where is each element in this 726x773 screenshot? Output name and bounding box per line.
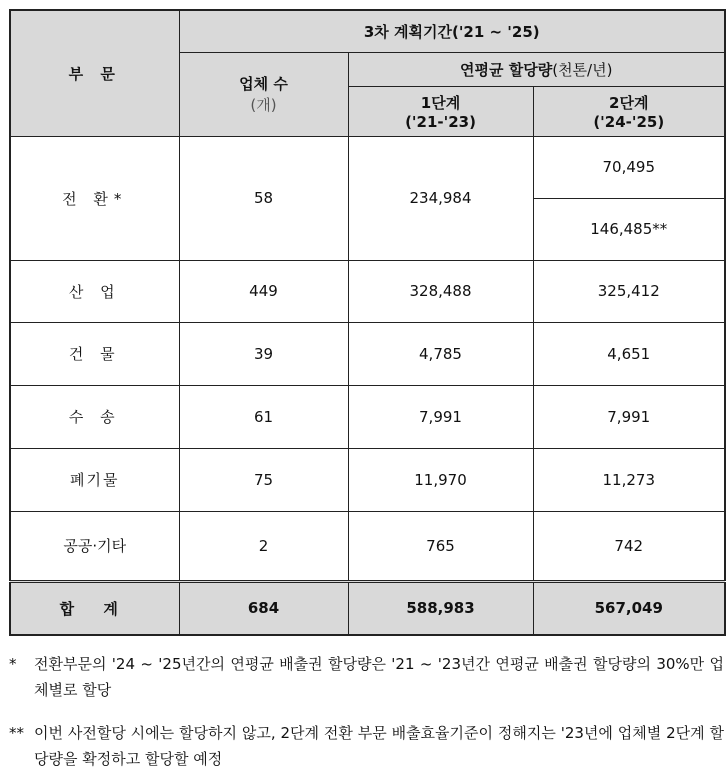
footnote-text: 전환부문의 '24 ~ '25년간의 연평균 배출권 할당량은 '21 ~ '23년간 연평균 배출권 할당량의 30%만 업체별로 할당: [34, 655, 724, 699]
row-sector: 공공·기타: [10, 511, 179, 581]
row-phase2: 742: [533, 511, 725, 581]
row-phase1: 4,785: [348, 322, 533, 385]
row-companies: 61: [179, 385, 348, 448]
row-phase2: 4,651: [533, 322, 725, 385]
row-sector: 전 환*: [10, 136, 179, 260]
total-companies: 684: [179, 581, 348, 635]
row-sector: 폐기물: [10, 448, 179, 511]
row-phase1: 328,488: [348, 260, 533, 322]
row-sector: 건 물: [10, 322, 179, 385]
row-phase1: 234,984: [348, 136, 533, 260]
header-annual-alloc: 연평균 할당량(천톤/년): [348, 52, 725, 86]
row-phase2: 325,412: [533, 260, 725, 322]
row-companies: 39: [179, 322, 348, 385]
footnote-mark: **: [9, 724, 24, 742]
table-row: [10, 136, 725, 198]
header-period: 3차 계획기간('21 ~ '25): [179, 10, 725, 52]
header-sector: 부 문: [10, 10, 179, 136]
row-sector: 산 업: [10, 260, 179, 322]
row-companies: 75: [179, 448, 348, 511]
table-row: [10, 322, 725, 385]
row-companies: 2: [179, 511, 348, 581]
total-sector: 합 계: [10, 581, 179, 635]
row-phase2: 146,485**: [533, 198, 725, 260]
header-phase2: 2단계 ('24-'25): [533, 86, 725, 136]
header-phase1: 1단계 ('21-'23): [348, 86, 533, 136]
row-companies: 449: [179, 260, 348, 322]
total-phase2: 567,049: [533, 581, 725, 635]
footnote-1: [9, 651, 724, 703]
table-row: [10, 385, 725, 448]
row-sector: 수 송: [10, 385, 179, 448]
footnote-mark: *: [9, 655, 17, 673]
allocation-table: [9, 9, 726, 636]
table-row: [10, 448, 725, 511]
row-phase2: 70,495: [533, 136, 725, 198]
footnote-text: 이번 사전할당 시에는 할당하지 않고, 2단계 전환 부문 배출효율기준이 정해지는 '23년에 업체별 2단계 할당량을 확정하고 할당할 예정: [34, 724, 724, 768]
row-phase2: 7,991: [533, 385, 725, 448]
table-row: [10, 260, 725, 322]
row-companies: 58: [179, 136, 348, 260]
header-companies: 업체 수 (개): [179, 52, 348, 136]
row-phase1: 765: [348, 511, 533, 581]
row-phase2: 11,273: [533, 448, 725, 511]
total-phase1: 588,983: [348, 581, 533, 635]
row-phase1: 7,991: [348, 385, 533, 448]
footnote-2: [9, 720, 724, 772]
row-phase1: 11,970: [348, 448, 533, 511]
total-row: [10, 581, 725, 635]
table-row: [10, 511, 725, 581]
